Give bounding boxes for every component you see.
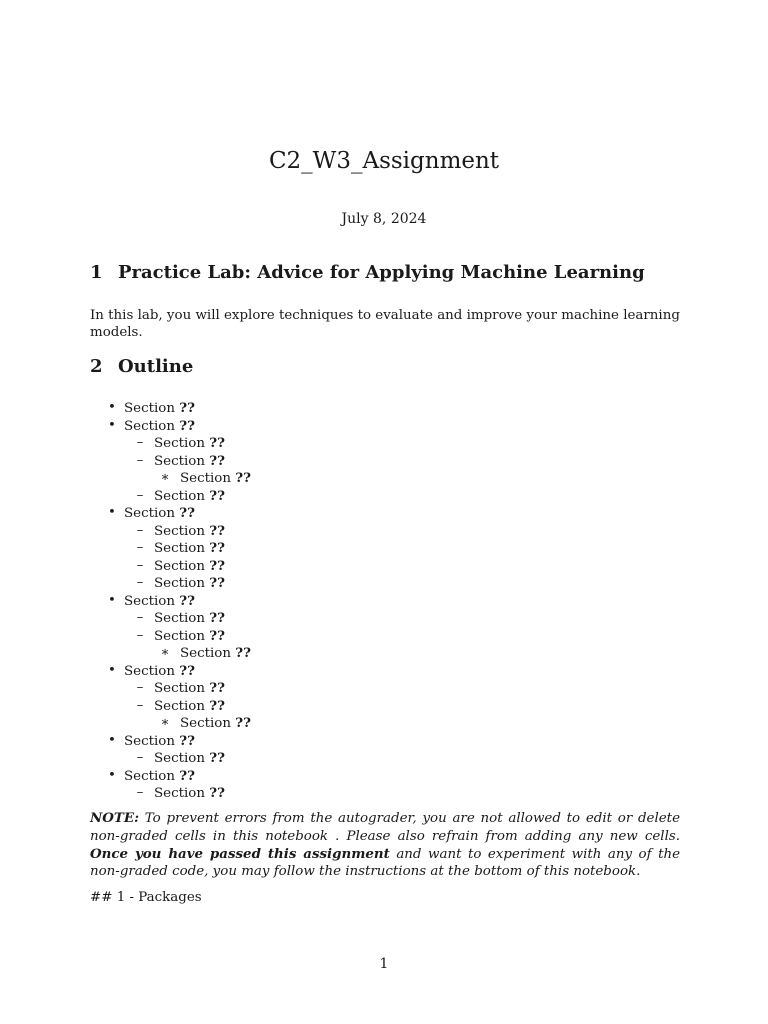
outline-item-ref[interactable]: ??	[235, 645, 251, 661]
outline-item-ref[interactable]: ??	[209, 557, 225, 574]
bullet-marker: •	[108, 505, 116, 520]
dash-marker: –	[136, 575, 144, 590]
section-number: 2	[90, 356, 103, 377]
outline-item-text: Section	[124, 733, 180, 749]
outline-item-ref[interactable]: ??	[209, 435, 225, 451]
outline-item	[124, 733, 195, 749]
dash-marker: –	[136, 540, 144, 555]
packages-heading: ## 1 - Packages	[90, 890, 202, 905]
outline-item-ref[interactable]: ??	[179, 592, 195, 609]
outline-item-text: Section	[154, 628, 210, 644]
outline-item	[154, 435, 225, 451]
outline-item	[124, 663, 195, 679]
outline-item-text: Section	[154, 453, 210, 469]
note-paragraph	[90, 810, 680, 881]
bullet-marker: •	[108, 767, 116, 783]
outline-item	[124, 768, 195, 784]
outline-item-ref[interactable]: ??	[179, 767, 195, 784]
outline-item	[124, 593, 195, 609]
outline-item	[180, 715, 251, 731]
outline-item-text: Section	[124, 506, 180, 521]
outline-item	[154, 488, 225, 504]
section-title: Practice Lab: Advice for Applying Machine Learning	[118, 262, 645, 283]
outline-item	[154, 558, 225, 574]
outline-item-ref[interactable]: ??	[179, 417, 195, 434]
outline-item-ref[interactable]: ??	[209, 610, 225, 626]
outline-item-ref[interactable]: ??	[209, 750, 225, 766]
bullet-marker: •	[108, 732, 116, 748]
asterisk-marker: ∗	[160, 470, 170, 485]
outline-item-ref[interactable]: ??	[209, 522, 225, 539]
dash-marker: –	[136, 557, 144, 573]
outline-item	[180, 645, 251, 661]
dash-marker: –	[136, 610, 144, 625]
outline-item	[154, 575, 225, 591]
outline-item-text: Section	[154, 523, 210, 539]
dash-marker: –	[136, 452, 144, 468]
outline-item-text: Section	[154, 576, 210, 591]
intro-paragraph: In this lab, you will explore techniques to evaluate and improve your machine learning models.	[90, 308, 680, 340]
outline-item	[154, 680, 225, 696]
outline-item-ref[interactable]: ??	[209, 627, 225, 644]
section-heading-2	[90, 356, 193, 377]
outline-item	[154, 523, 225, 539]
outline-item-text: Section	[124, 401, 180, 416]
outline-item-text: Section	[154, 541, 210, 556]
bullet-marker: •	[108, 592, 116, 608]
outline-item	[154, 540, 225, 556]
section-number: 1	[90, 262, 103, 283]
outline-item-ref[interactable]: ??	[179, 400, 195, 416]
outline-item-text: Section	[124, 663, 180, 679]
dash-marker: –	[136, 785, 144, 800]
asterisk-marker: ∗	[160, 715, 170, 730]
outline-item-ref[interactable]: ??	[179, 732, 195, 749]
outline-item-ref[interactable]: ??	[209, 540, 225, 556]
outline-item-ref[interactable]: ??	[209, 575, 225, 591]
outline-item-text: Section	[154, 436, 210, 451]
outline-item-text: Section	[180, 716, 236, 731]
outline-item-ref[interactable]: ??	[209, 452, 225, 469]
outline-item-ref[interactable]: ??	[235, 715, 251, 731]
document-title: C2_W3_Assignment	[268, 148, 500, 174]
outline-item-text: Section	[124, 418, 180, 434]
dash-marker: –	[136, 680, 144, 695]
bullet-marker: •	[108, 417, 116, 433]
outline-item-ref[interactable]: ??	[209, 487, 225, 504]
note-text-1: To prevent errors from the autograder, you are not allowed to edit or delete non-graded cells in this notebook . Please also refrain from adding any new cells.	[90, 811, 680, 844]
outline-item-text: Section	[154, 488, 210, 504]
outline-item	[154, 785, 225, 801]
outline-item	[154, 453, 225, 469]
outline-item	[180, 470, 251, 486]
outline-item-ref[interactable]: ??	[209, 680, 225, 696]
dash-marker: –	[136, 697, 144, 713]
dash-marker: –	[136, 487, 144, 503]
outline-item-ref[interactable]: ??	[235, 470, 251, 486]
outline-item-ref[interactable]: ??	[209, 697, 225, 714]
outline-item	[154, 628, 225, 644]
note-text-2: and want to experiment with any of the non-graded code, you may follow the instructions at the bottom of this notebook.	[90, 846, 681, 880]
outline-item	[154, 750, 225, 766]
dash-marker: –	[136, 627, 144, 643]
outline-item-text: Section	[124, 768, 180, 784]
note-label: NOTE:	[90, 810, 140, 826]
section-title: Outline	[118, 356, 194, 377]
page-number: 1	[379, 956, 389, 972]
outline-item-text: Section	[154, 681, 210, 696]
document-date: July 8, 2024	[341, 211, 427, 227]
note-bold-text: Once you have passed this assignment	[90, 845, 390, 862]
outline-item	[154, 698, 225, 714]
bullet-marker: •	[108, 662, 116, 678]
outline-item	[124, 400, 195, 416]
outline-item-ref[interactable]: ??	[179, 662, 195, 679]
outline-item	[124, 418, 195, 434]
outline-item-ref[interactable]: ??	[179, 505, 195, 521]
outline-item-text: Section	[180, 646, 236, 661]
outline-item	[124, 505, 195, 521]
section-heading-1	[90, 262, 645, 283]
outline-item-text: Section	[154, 786, 210, 801]
dash-marker: –	[136, 522, 144, 538]
dash-marker: –	[136, 750, 144, 765]
dash-marker: –	[136, 435, 144, 450]
outline-item-text: Section	[154, 698, 210, 714]
outline-item-text: Section	[154, 558, 210, 574]
outline-item-text: Section	[154, 611, 210, 626]
asterisk-marker: ∗	[160, 645, 170, 660]
outline-item-ref[interactable]: ??	[209, 785, 225, 801]
outline-item-text: Section	[124, 593, 180, 609]
outline-item-text: Section	[154, 751, 210, 766]
outline-item-text: Section	[180, 471, 236, 486]
outline-item	[154, 610, 225, 626]
bullet-marker: •	[108, 400, 116, 415]
